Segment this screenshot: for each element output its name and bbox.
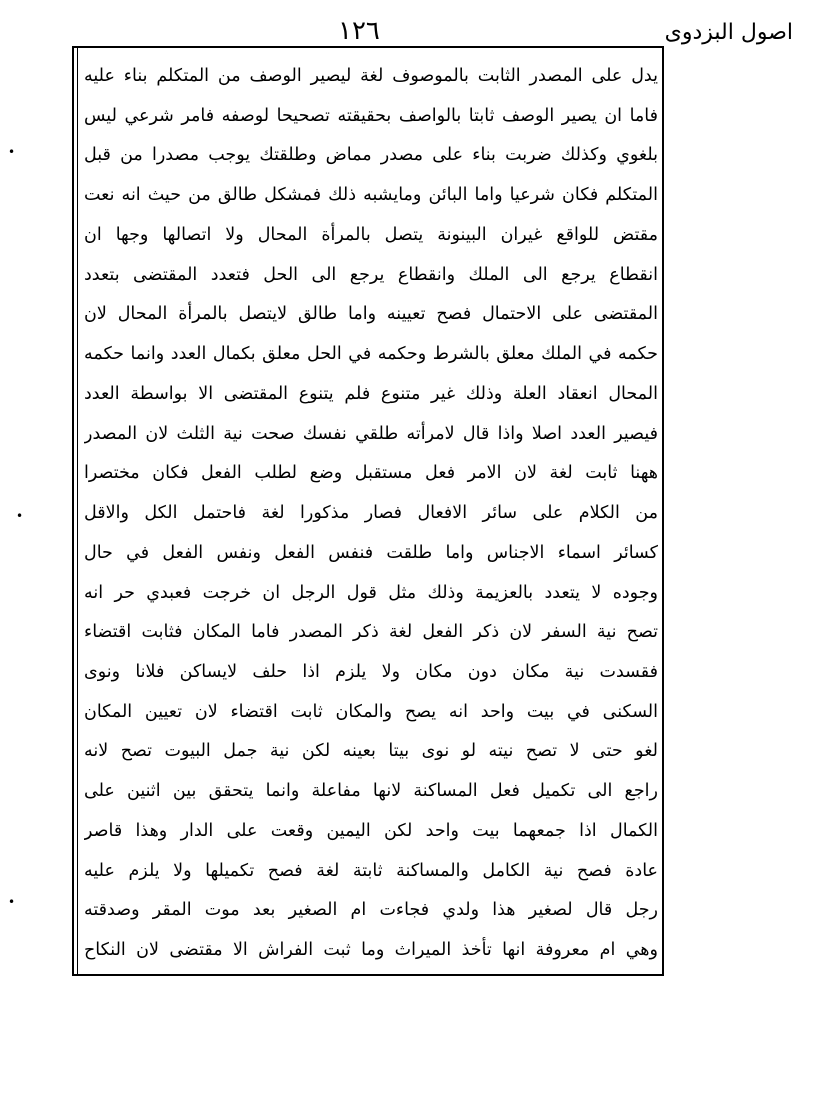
text-line: رجل قال لصغير هذا ولدي فجاءت ام الصغير بعد موت المقر وصدقته bbox=[84, 900, 658, 921]
text-line: راجع الى تكميل فعل المساكنة لانها مفاعلة وانما يتحقق بين اثنين على bbox=[84, 781, 658, 802]
text-line: وجوده لا يتعدد بالعزيمة وذلك مثل قول الرجل ان خرجت فعبدي حر انه bbox=[84, 582, 658, 603]
text-line: بلغوي وكذلك ضربت بناء على مصدر مماض وطلقتك يوجب مصدرا من قبل bbox=[84, 145, 658, 166]
text-line: من الكلام على سائر الافعال فصار مذكورا لغة فاحتمل الكل والاقل bbox=[84, 503, 658, 524]
text-line: انقطاع يرجع الى الملك وانقطاع يرجع الى الحل فتعدد المقتضى بتعدد bbox=[84, 264, 658, 285]
text-frame bbox=[72, 46, 664, 976]
text-line: المحال انعقاد العلة وذلك غير متنوع فلم يتنوع المقتضى الا بواسطة العدد bbox=[84, 383, 658, 404]
text-line: فيصير العدد اصلا واذا قال لامرأته طلقي نفسك صحت نية الثلث لان المصدر bbox=[84, 423, 658, 444]
text-line: وهي ام معروفة انها تأخذ الميراث وما ثبت الفراش الا مقتضى لان النكاح bbox=[84, 940, 658, 961]
margin-mark: • bbox=[8, 145, 16, 159]
text-line: لغو حتى لا تصح نيته لو نوى بيتا بعينه لكن نية جمل البيوت تصح لانه bbox=[84, 741, 658, 762]
text-line: عادة فصح نية الكامل والمساكنة ثابتة لغة فصح تكميلها ولا يلزم عليه bbox=[84, 860, 658, 881]
text-line: السكنى في بيت واحد انه يصح والمكان ثابت اقتضاء لان تعيين المكان bbox=[84, 701, 658, 722]
text-body bbox=[84, 56, 658, 970]
text-line: الكمال اذا جمعهما بيت واحد لكن اليمين وقعت على الدار وهذا قاصر bbox=[84, 820, 658, 841]
text-line: المتكلم فكان شرعيا واما البائن ومايشبه ذلك فمشكل طالق من حيث انه نعت bbox=[84, 185, 658, 206]
text-line: فاما ان يصير الوصف ثابتا بالواصف بحقيقته تصحيحا لوصفه فامر شرعي ليس bbox=[84, 105, 658, 126]
text-line: حكمه في الملك معلق بالشرط وحكمه في الحل معلق بكمال العدد وانما حكمه bbox=[84, 344, 658, 365]
text-line: ههنا ثابت لغة لان الامر فعل مستقبل وضع لطلب الفعل فكان مختصرا bbox=[84, 463, 658, 484]
text-line: مقتض للواقع غيران البينونة يتصل بالمرأة المحال ولا اتصالها وجها ان bbox=[84, 224, 658, 245]
book-title: اصول البزدوی bbox=[664, 20, 793, 45]
page-number: ١٢٦ bbox=[338, 16, 380, 46]
margin-mark: • bbox=[16, 509, 24, 523]
margin-mark: • bbox=[8, 895, 16, 909]
text-line: كسائر اسماء الاجناس واما طلقت فنفس الفعل ونفس الفعل في حال bbox=[84, 542, 658, 563]
text-line: تصح نية السفر لان ذكر الفعل لغة ذكر المصدر فاما المكان فثابت اقتضاء bbox=[84, 622, 658, 643]
page-header bbox=[0, 14, 815, 50]
text-line: المقتضى على الاحتمال فصح تعيينه واما طالق لايتصل بالمرأة المحال لان bbox=[84, 304, 658, 325]
text-line: يدل على المصدر الثابت بالموصوف لغة ليصير الوصف من المتكلم بناء عليه bbox=[84, 66, 658, 86]
text-line: فقسدت نية مكان دون مكان ولا يلزم اذا حلف لايساكن فلانا ونوى bbox=[84, 662, 658, 683]
